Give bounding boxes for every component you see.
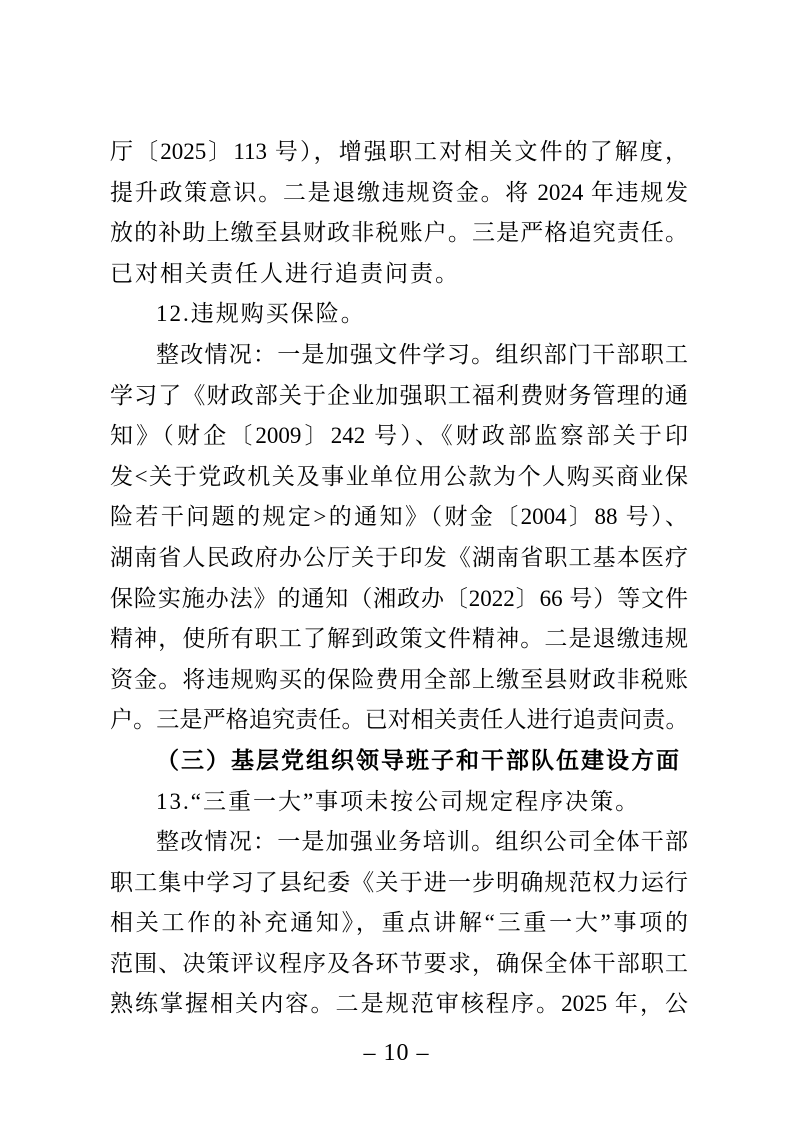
section-heading-line: （三）基层党组织领导班子和干部队伍建设方面 [156, 747, 681, 773]
body-text-line: 发<关于党政机关及事业单位用公款为个人购买商业保 [110, 463, 688, 489]
body-text-line: 保险实施办法》的通知（湘政办〔2022〕66 号）等文件 [110, 585, 688, 611]
item-13-title-line: 13.“三重一大”事项未按公司规定程序决策。 [156, 788, 641, 814]
body-text-line: 已对相关责任人进行追责问责。 [110, 260, 460, 286]
body-text-line: 熟练掌握相关内容。二是规范审核程序。2025 年，公 [110, 991, 688, 1017]
body-text-line: 户。三是严格追究责任。已对相关责任人进行追责问责。 [110, 707, 688, 733]
body-text-line: 险若干问题的规定>的通知》（财金〔2004〕88 号）、 [110, 504, 688, 530]
body-text-line: 提升政策意识。二是退缴违规资金。将 2024 年违规发 [110, 179, 688, 205]
body-text-line: 资金。将违规购买的保险费用全部上缴至县财政非税账 [110, 666, 688, 692]
body-text-line: 知》（财企〔2009〕242 号）、《财政部监察部关于印 [110, 423, 688, 449]
body-text-line: 职工集中学习了县纪委《关于进一步明确规范权力运行 [110, 869, 688, 895]
body-text-line: 厅〔2025〕113 号），增强职工对相关文件的了解度， [110, 139, 688, 164]
body-text-line: 相关工作的补充通知》，重点讲解“三重一大”事项的 [110, 910, 688, 936]
body-text-line: 整改情况：一是加强业务培训。组织公司全体干部 [156, 829, 688, 855]
body-text-line: 精神，使所有职工了解到政策文件精神。二是退缴违规 [110, 626, 688, 652]
body-text-line: 湖南省人民政府办公厅关于印发《湖南省职工基本医疗 [110, 544, 688, 570]
item-12-title-line: 12.违规购买保险。 [156, 301, 366, 327]
body-text-line: 放的补助上缴至县财政非税账户。三是严格追究责任。 [110, 220, 688, 246]
body-text-line: 整改情况：一是加强文件学习。组织部门干部职工 [156, 341, 688, 367]
page-number: – 10 – [363, 1040, 430, 1066]
body-text-line: 范围、决策评议程序及各环节要求，确保全体干部职工 [110, 950, 688, 976]
text-block [110, 132, 688, 1025]
body-text-line: 学习了《财政部关于企业加强职工福利费财务管理的通 [110, 382, 688, 408]
